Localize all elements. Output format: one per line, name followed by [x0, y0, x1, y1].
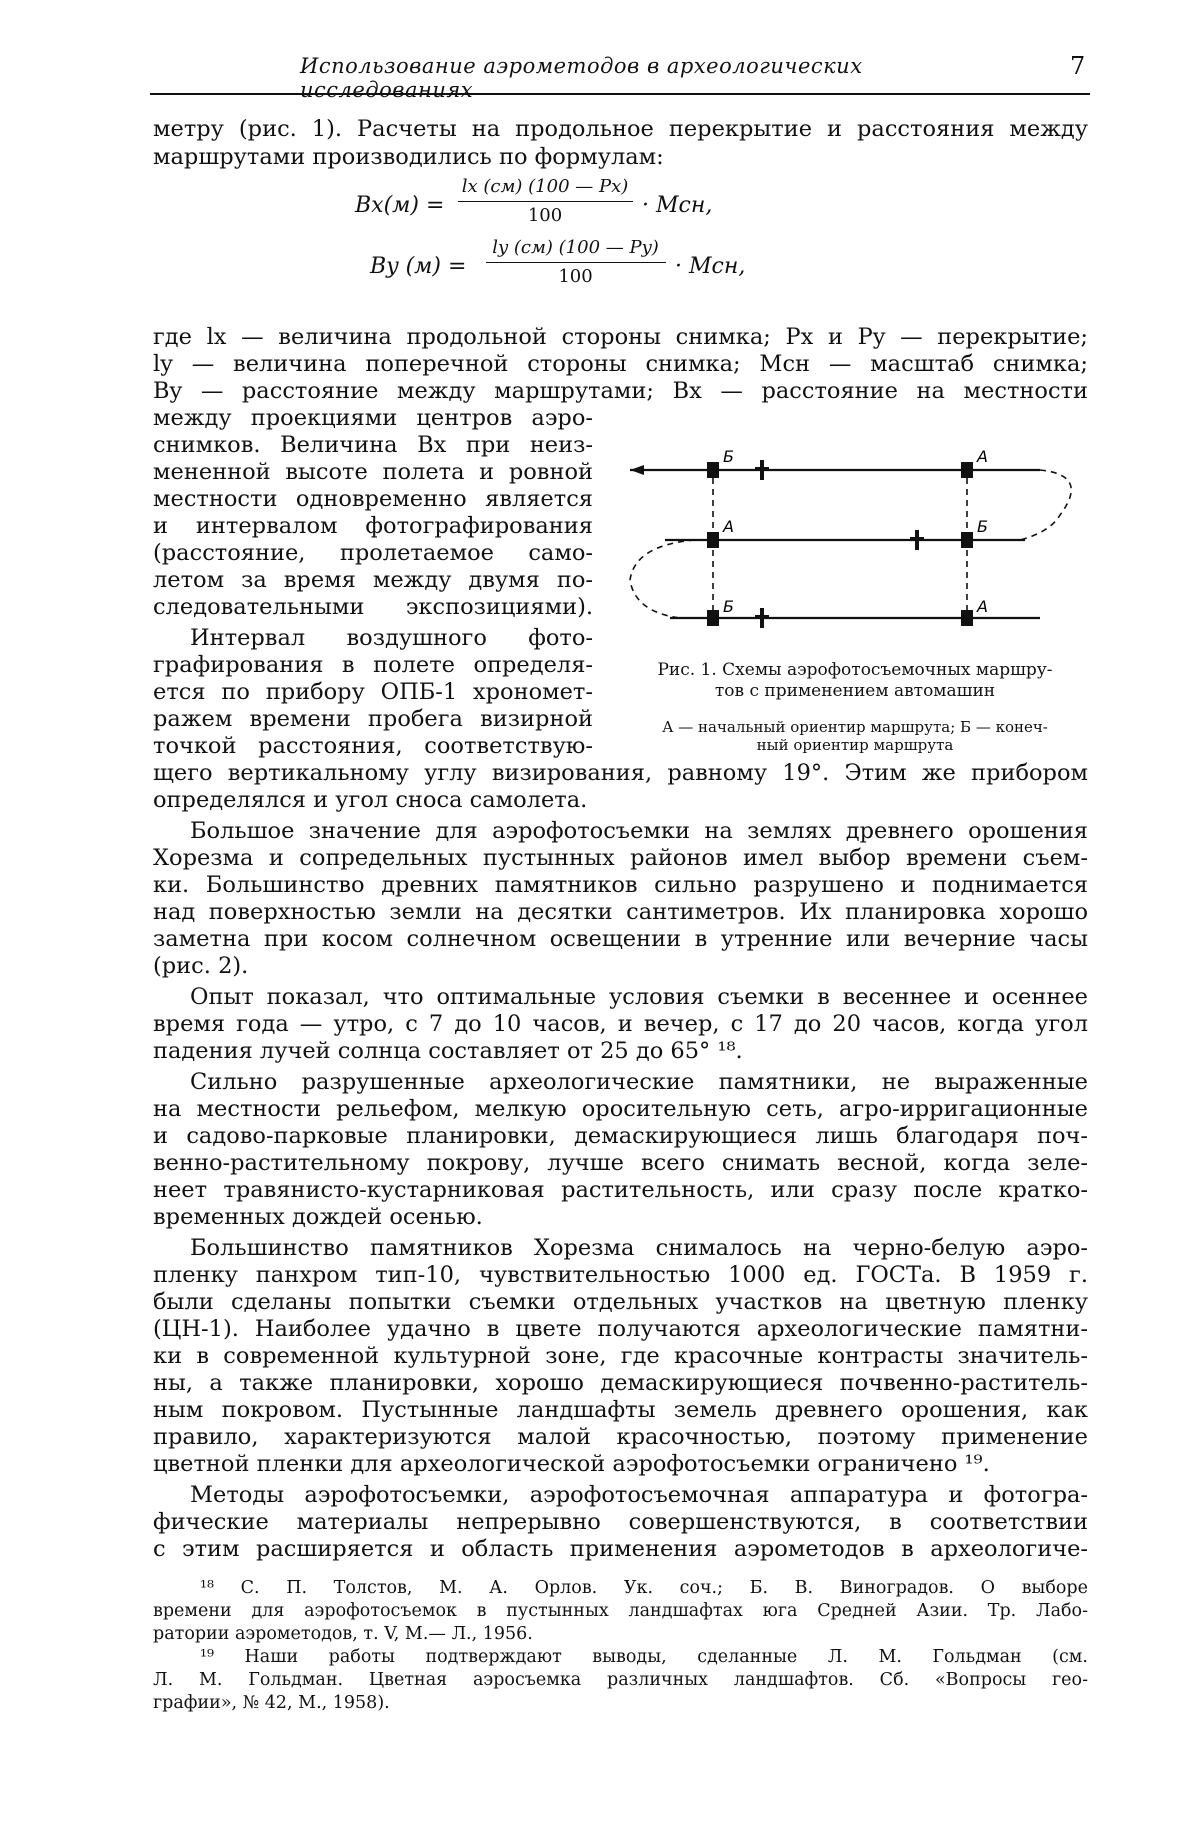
- aircraft-icon: [755, 615, 769, 619]
- text-line: летом за время между двумя по-: [153, 567, 593, 593]
- text-line: щего вертикальному углу визирования, равному 19°. Этим же прибором: [153, 760, 1088, 786]
- footnote-line: Л. М. Гольдман. Цветная аэросъемка различных ландшафтов. Сб. «Вопросы гео-: [153, 1670, 1088, 1690]
- text-line: ly — величина поперечной стороны снимка; Mсн — масштаб снимка;: [153, 351, 1088, 377]
- text-line: Сильно разрушенные археологические памятники, не выраженные: [190, 1069, 1088, 1095]
- text-line: фические материалы непрерывно совершенствуются, в соответствии: [153, 1509, 1088, 1535]
- formula-denominator: 100: [558, 266, 593, 287]
- formula-lhs: By (м) =: [370, 254, 467, 279]
- text-line: (расстояние, пролетаемое само-: [153, 540, 593, 566]
- car-marker-icon: [961, 532, 973, 548]
- text-line: By — расстояние между маршрутами; Bx — расстояние на местности: [153, 378, 1088, 404]
- text-line: венно-растительному покрову, лучше всего снимать весной, когда зеле-: [153, 1150, 1088, 1176]
- formula-lhs: Bx(м) =: [355, 193, 445, 218]
- text-line: Большинство памятников Хорезма снималось на черно-белую аэро-: [190, 1235, 1088, 1261]
- text-line: определялся и угол сноса самолета.: [153, 787, 588, 813]
- text-line: и садово-парковые планировки, демаскирующиеся лишь благодаря поч-: [153, 1123, 1088, 1149]
- figure-legend: [615, 718, 1095, 754]
- figure-label-a: А: [723, 517, 734, 536]
- text-line: падения лучей солнца составляет от 25 до 65° ¹⁸.: [153, 1038, 743, 1064]
- formula-rhs: · Mсн,: [675, 254, 746, 279]
- header-rule: [150, 93, 1090, 95]
- text-line: правило, характеризуются малой красочностью, поэтому применение: [153, 1424, 1088, 1450]
- aircraft-icon: [755, 467, 769, 471]
- text-line: цветной пленки для археологической аэрофотосъемки ограничено ¹⁹.: [153, 1451, 990, 1477]
- figure-label-a: А: [977, 447, 988, 466]
- text-line: местности одновременно является: [153, 486, 593, 512]
- running-head: Использование аэрометодов в археологических исследованиях: [300, 54, 863, 102]
- caption-line: Рис. 1. Схемы аэрофотосъемочных маршру-: [657, 660, 1053, 680]
- text-line: и интервалом фотографирования: [153, 513, 593, 539]
- formula-numerator: ly (см) (100 — Py): [492, 237, 659, 258]
- figure-caption: [620, 660, 1090, 702]
- text-line: Интервал воздушного фото-: [190, 625, 593, 651]
- aircraft-icon: [910, 537, 924, 541]
- text-line: Большое значение для аэрофотосъемки на землях древнего орошения: [190, 818, 1088, 844]
- text-line: на местности рельефом, мелкую оросительную сеть, агро-ирригационные: [153, 1096, 1088, 1122]
- text-line: (рис. 2).: [153, 953, 249, 979]
- legend-line: ный ориентир маршрута: [756, 736, 954, 754]
- route-scheme-figure: [610, 440, 1080, 640]
- text-line: время года — утро, с 7 до 10 часов, и вечер, с 17 до 20 часов, когда угол: [153, 1011, 1088, 1037]
- text-line: ки. Большинство древних памятников сильно разрушено и поднимается: [153, 872, 1088, 898]
- text-line: (ЦН-1). Наиболее удачно в цвете получаются археологические памятни-: [153, 1316, 1088, 1342]
- text-line: над поверхностью земли на десятки сантиметров. Их планировка хорошо: [153, 899, 1088, 925]
- car-marker-icon: [707, 462, 719, 478]
- footnote-line: времени для аэрофотосъемок в пустынных ландшафтах юга Средней Азии. Тр. Лабо-: [153, 1601, 1088, 1621]
- text-line: ки в современной культурной зоне, где красочные контрасты значитель-: [153, 1343, 1088, 1369]
- text-line: ется по прибору ОПБ-1 хрономет-: [153, 679, 593, 705]
- text-line: ражем времени пробега визирной: [153, 706, 593, 732]
- figure-label-b: Б: [723, 597, 734, 616]
- legend-line: А — начальный ориентир маршрута; Б — конеч-: [662, 718, 1048, 736]
- text-line: графирования в полете определя-: [153, 652, 593, 678]
- arrow-icon: [630, 465, 644, 475]
- text-line: снимков. Величина Bx при неиз-: [153, 432, 593, 458]
- car-marker-icon: [707, 610, 719, 626]
- footnote-line: ¹⁹ Наши работы подтверждают выводы, сделанные Л. М. Гольдман (см.: [200, 1647, 1088, 1667]
- text-line: между проекциями центров аэро-: [153, 405, 593, 431]
- text-line: маршрутами производились по формулам:: [153, 144, 664, 170]
- text-line: временных дождей осенью.: [153, 1204, 483, 1230]
- car-marker-icon: [961, 610, 973, 626]
- text-line: заметна при косом солнечном освещении в утренние или вечерние часы: [153, 926, 1088, 952]
- text-line: были сделаны попытки съемки отдельных участков на цветную пленку: [153, 1289, 1088, 1315]
- text-line: с этим расширяется и область применения аэрометодов в археологиче-: [153, 1536, 1088, 1562]
- page-number: 7: [1070, 52, 1086, 80]
- formula-rhs: · Mсн,: [642, 193, 713, 218]
- car-marker-icon: [961, 462, 973, 478]
- caption-line: тов с применением автомашин: [714, 681, 996, 701]
- text-line: метру (рис. 1). Расчеты на продольное перекрытие и расстояния между: [153, 116, 1088, 142]
- text-line: Методы аэрофотосъемки, аэрофотосъемочная аппаратура и фотогра-: [190, 1482, 1088, 1508]
- text-line: точкой расстояния, соответствую-: [153, 733, 593, 759]
- text-line: Опыт показал, что оптимальные условия съемки в весеннее и осеннее: [190, 984, 1088, 1010]
- footnote-line: ратории аэрометодов, т. V, М.— Л., 1956.: [153, 1624, 533, 1644]
- figure-label-b: Б: [723, 447, 734, 466]
- text-line: где lx — величина продольной стороны снимка; Px и Py — перекрытие;: [153, 324, 1088, 350]
- text-line: неет травянисто-кустарниковая растительность, или сразу после кратко-: [153, 1177, 1088, 1203]
- text-line: мененной высоте полета и ровной: [153, 459, 593, 485]
- text-line: следовательными экспозициями).: [153, 594, 593, 620]
- footnote-line: графии», № 42, М., 1958).: [153, 1693, 390, 1713]
- text-line: пленку панхром тип-10, чувствительностью 1000 ед. ГОСТа. В 1959 г.: [153, 1262, 1088, 1288]
- figure-label-b: Б: [977, 517, 988, 536]
- formula-numerator: lx (см) (100 — Px): [461, 176, 629, 197]
- fraction-bar: [458, 201, 633, 202]
- text-line: Хорезма и сопредельных пустынных районов имел выбор времени съем-: [153, 845, 1088, 871]
- fraction-bar: [486, 262, 666, 263]
- figure-label-a: А: [977, 597, 988, 616]
- formula-denominator: 100: [527, 205, 563, 226]
- text-line: ны, а также планировки, хорошо демаскирующиеся почвенно-раститель-: [153, 1370, 1088, 1396]
- footnote-line: ¹⁸ С. П. Толстов, М. А. Орлов. Ук. соч.; Б. В. Виноградов. О выборе: [200, 1578, 1088, 1598]
- text-line: ным покровом. Пустынные ландшафты земель древнего орошения, как: [153, 1397, 1088, 1423]
- car-marker-icon: [707, 532, 719, 548]
